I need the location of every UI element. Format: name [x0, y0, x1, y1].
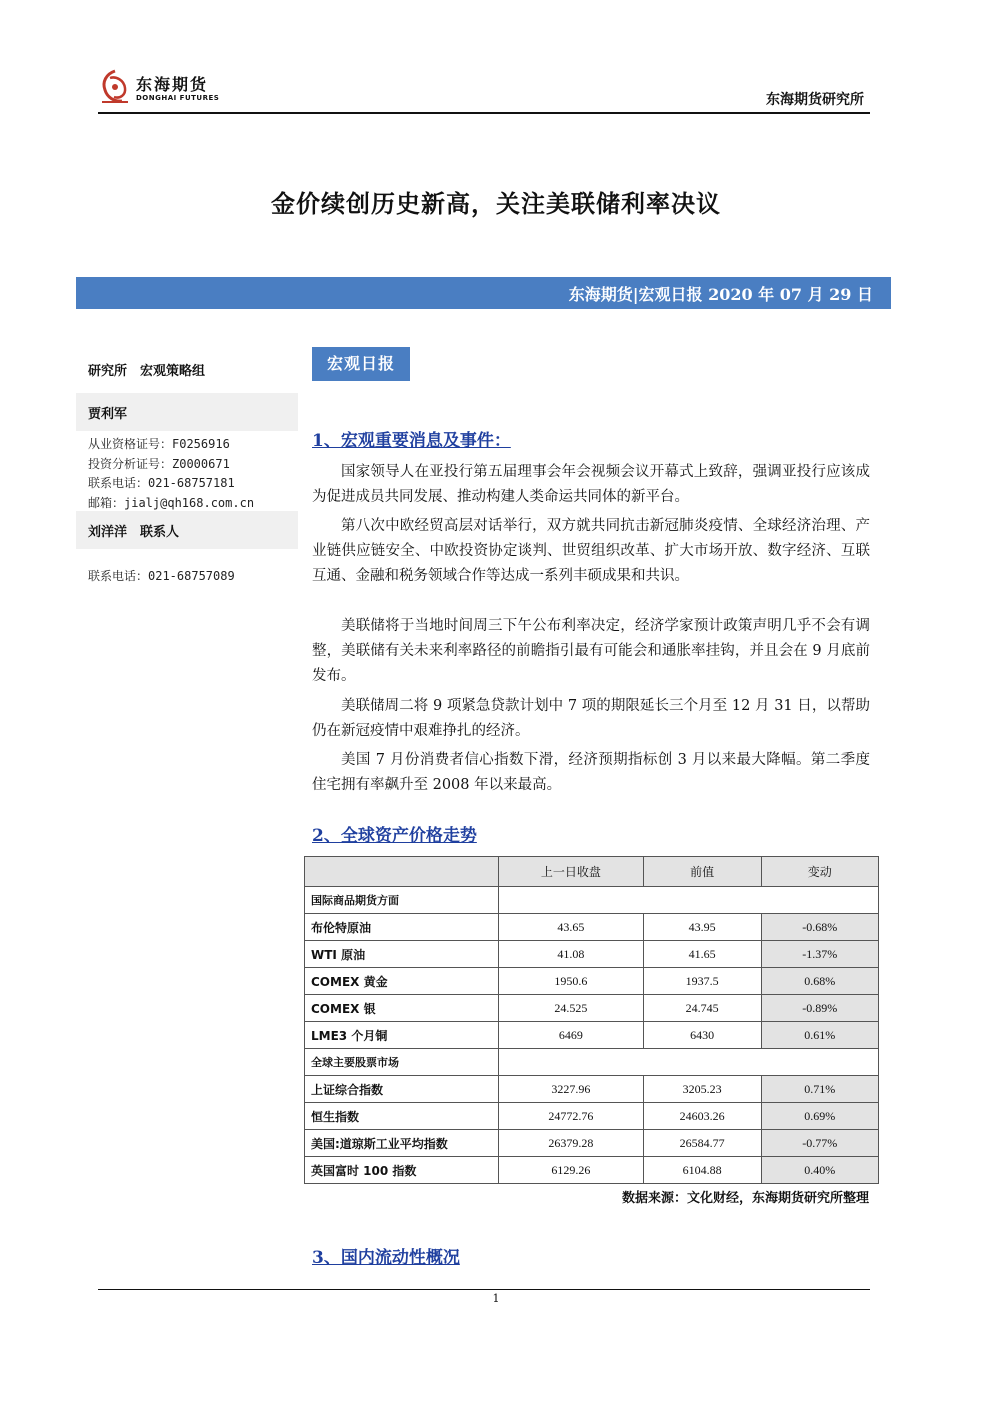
row-name: WTI 原油 [305, 941, 499, 968]
category-commodities: 国际商品期货方面 [305, 887, 499, 914]
row-name: COMEX 黄金 [305, 968, 499, 995]
row-last: 6469 [499, 1022, 644, 1049]
row-change: 0.69% [761, 1103, 878, 1130]
row-name: 英国富时 100 指数 [305, 1157, 499, 1184]
row-last: 24772.76 [499, 1103, 644, 1130]
row-name: 恒生指数 [305, 1103, 499, 1130]
row-prev: 3205.23 [643, 1076, 761, 1103]
paragraph-2: 第八次中欧经贸高层对话举行，双方就共同抗击新冠肺炎疫情、全球经济治理、产业链供应链安全、中欧投资协定谈判、世贸组织改革、扩大市场开放、数字经济、互联互通、金融和税务领域合作等达成一系列丰硕成果和共识。 [312, 518, 870, 584]
row-change: 0.61% [761, 1022, 878, 1049]
row-prev: 24603.26 [643, 1103, 761, 1130]
row-name: 上证综合指数 [305, 1076, 499, 1103]
row-prev: 6104.88 [643, 1157, 761, 1184]
analyst-1-phone: 联系电话：021-68757181 [88, 476, 235, 490]
row-name: 美国:道琼斯工业平均指数 [305, 1130, 499, 1157]
table-header-row [305, 857, 879, 887]
row-name: 布伦特原油 [305, 914, 499, 941]
analyst-1-invest-cert: 投资分析证号：Z0000671 [88, 457, 230, 471]
logo-emblem-icon [98, 68, 132, 106]
paragraph-5: 美国 7 月份消费者信心指数下滑，经济预期指标创 3 月以来最大降幅。第二季度住宅拥有率飙升至 2008 年以来最高。 [312, 752, 870, 793]
row-change: -0.77% [761, 1130, 878, 1157]
table-row [305, 1076, 879, 1103]
table-row [305, 1103, 879, 1130]
row-last: 41.08 [499, 941, 644, 968]
table-row [305, 995, 879, 1022]
row-prev: 24.745 [643, 995, 761, 1022]
table-row [305, 968, 879, 995]
row-prev: 43.95 [643, 914, 761, 941]
section-3-heading: 3、国内流动性概况 [312, 1248, 460, 1268]
row-last: 3227.96 [499, 1076, 644, 1103]
table-header-change: 变动 [761, 857, 878, 887]
paragraph-4: 美联储周二将 9 项紧急贷款计划中 7 项的期限延长三个月至 12 月 31 日，以帮助仍在新冠疫情中艰难挣扎的经济。 [312, 698, 870, 739]
header-org-name: 东海期货研究所 [766, 92, 864, 108]
section-1-heading: 1、宏观重要消息及事件： [312, 431, 511, 451]
table-row [305, 1157, 879, 1184]
data-source-note: 数据来源：文化财经，东海期货研究所整理 [621, 1191, 869, 1206]
logo-text-cn: 东海期货 [136, 75, 209, 94]
category-equities: 全球主要股票市场 [305, 1049, 499, 1076]
banner-text: 东海期货|宏观日报 2020 年 07 月 29 日 [568, 285, 873, 304]
analyst-1-header [76, 393, 298, 431]
footer-divider [98, 1289, 870, 1290]
analyst-2-name: 刘洋洋 联系人 [88, 525, 180, 540]
table-header-last-close: 上一日收盘 [499, 857, 644, 887]
analyst-2-header [76, 511, 298, 549]
row-last: 24.525 [499, 995, 644, 1022]
logo-text-en: DONGHAI FUTURES [136, 94, 220, 102]
table-row [305, 941, 879, 968]
row-name: LME3 个月铜 [305, 1022, 499, 1049]
document-title: 金价续创历史新高，关注美联储利率决议 [271, 189, 721, 218]
company-logo [98, 68, 233, 110]
row-last: 6129.26 [499, 1157, 644, 1184]
report-type-tag: 宏观日报 [312, 347, 410, 381]
row-prev: 1937.5 [643, 968, 761, 995]
row-last: 26379.28 [499, 1130, 644, 1157]
table-row [305, 1130, 879, 1157]
row-change: -1.37% [761, 941, 878, 968]
sidebar-department: 研究所 宏观策略组 [88, 364, 206, 379]
paragraph-1: 国家领导人在亚投行第五届理事会年会视频会议开幕式上致辞，强调亚投行应该成为促进成员共同发展、推动构建人类命运共同体的新平台。 [312, 464, 870, 505]
category-filler [499, 1049, 879, 1076]
table-category-row [305, 1049, 879, 1076]
paragraph-3: 美联储将于当地时间周三下午公布利率决定，经济学家预计政策声明几乎不会有调整，美联储有关未来利率路径的前瞻指引最有可能会和通胀率挂钩，并且会在 9 月底前发布。 [312, 618, 870, 684]
header-divider [98, 112, 870, 114]
analyst-1-email: 邮箱：jialj@qh168.com.cn [88, 496, 255, 510]
table-row [305, 914, 879, 941]
analyst-1-cert: 从业资格证号：F0256916 [88, 437, 230, 451]
analyst-2-phone: 联系电话：021-68757089 [88, 569, 235, 583]
table-header-prev: 前值 [643, 857, 761, 887]
row-prev: 26584.77 [643, 1130, 761, 1157]
table-category-row [305, 887, 879, 914]
analyst-1-name: 贾利军 [88, 407, 128, 422]
row-change: 0.71% [761, 1076, 878, 1103]
row-last: 43.65 [499, 914, 644, 941]
report-banner [76, 277, 891, 309]
row-last: 1950.6 [499, 968, 644, 995]
category-filler [499, 887, 879, 914]
page-number: 1 [492, 1292, 500, 1305]
table-row [305, 1022, 879, 1049]
section-2-heading: 2、全球资产价格走势 [312, 826, 477, 846]
row-change: -0.68% [761, 914, 878, 941]
table-header-blank [305, 857, 499, 887]
row-change: 0.68% [761, 968, 878, 995]
row-name: COMEX 银 [305, 995, 499, 1022]
row-change: 0.40% [761, 1157, 878, 1184]
row-prev: 6430 [643, 1022, 761, 1049]
asset-price-table [304, 856, 879, 1184]
row-change: -0.89% [761, 995, 878, 1022]
row-prev: 41.65 [643, 941, 761, 968]
